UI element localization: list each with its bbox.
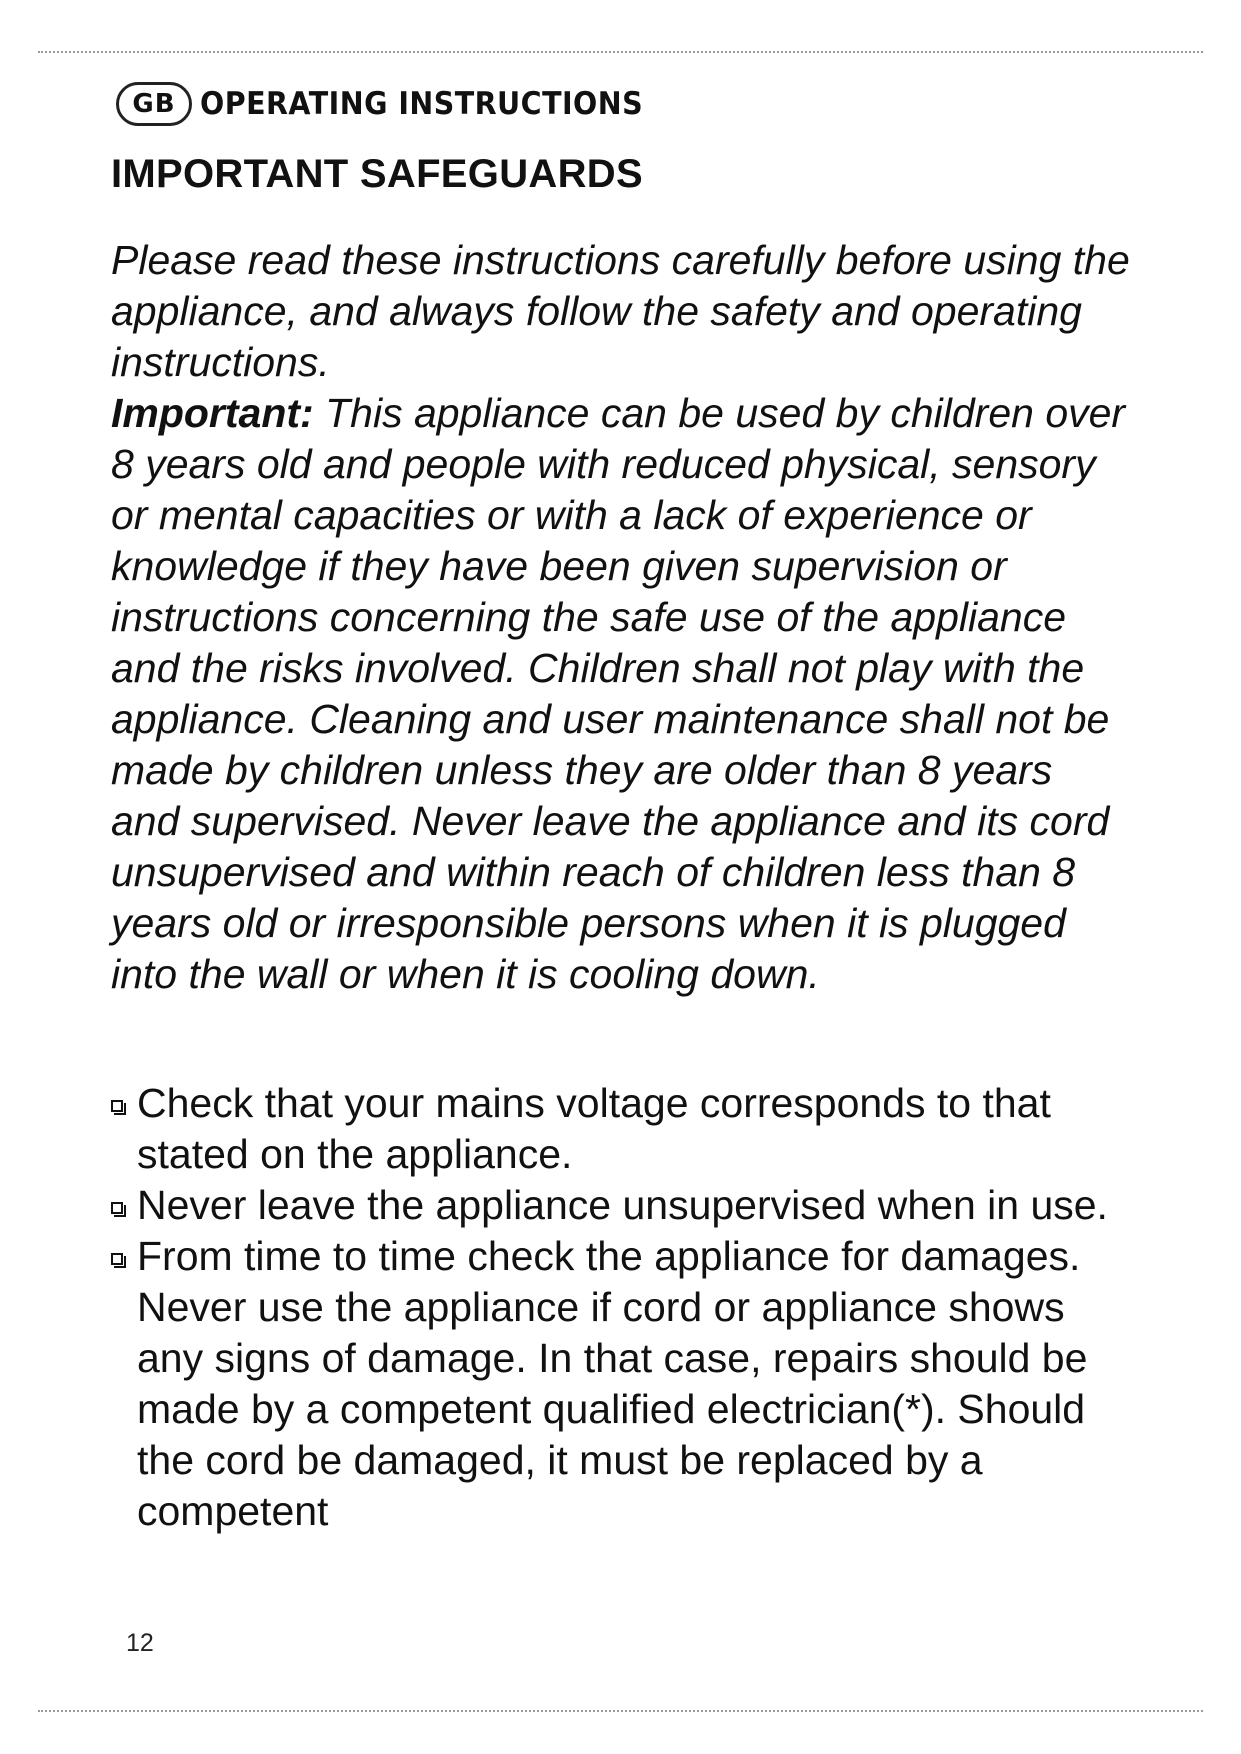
checkbox-bullet-icon <box>111 1202 123 1214</box>
checkbox-bullet-icon <box>111 1100 123 1112</box>
safeguard-list <box>111 1078 1131 1537</box>
important-text: This appliance can be used by children over 8 years old and people with reduced physical, sensory or mental capacities or with a lack of experience or knowledge if they have been given supervision or instructions concerning the safe use of the appliance and the risks involved. Children shall not play with the appliance. Cleaning and user maintenance shall not be made by children unless they are older than 8 years and supervised. Never leave the appliance and its cord unsupervised and within reach of children less than 8 years old or irresponsible persons when it is plugged into the wall or when it is cooling down. <box>111 390 1126 997</box>
region-badge: GB <box>116 82 192 126</box>
list-item-text: From time to time check the appliance for damages. Never use the appliance if cord or appliance shows any signs of damage. In that case, repairs should be made by a competent qualified electrician(*). Should the cord be damaged, it must be replaced by a competent <box>137 1233 1088 1534</box>
list-item <box>111 1231 1131 1537</box>
top-divider <box>38 51 1203 53</box>
list-item-text: Never leave the appliance unsupervised when in use. <box>137 1182 1108 1228</box>
list-item <box>111 1078 1131 1180</box>
checkbox-bullet-icon <box>111 1253 123 1265</box>
section-header <box>116 82 682 126</box>
page-title: IMPORTANT SAFEGUARDS <box>111 152 643 196</box>
header-title: OPERATING INSTRUCTIONS <box>200 86 644 122</box>
intro-paragraph <box>111 235 1131 1000</box>
important-label: Important: <box>111 390 314 436</box>
list-item <box>111 1180 1131 1231</box>
page-number: 12 <box>126 1629 154 1657</box>
bottom-divider <box>38 1710 1203 1712</box>
list-item-text: Check that your mains voltage corresponds to that stated on the appliance. <box>137 1080 1051 1177</box>
intro-lead: Please read these instructions carefully before using the appliance, and always follow the safety and operating instructions. <box>111 237 1130 385</box>
